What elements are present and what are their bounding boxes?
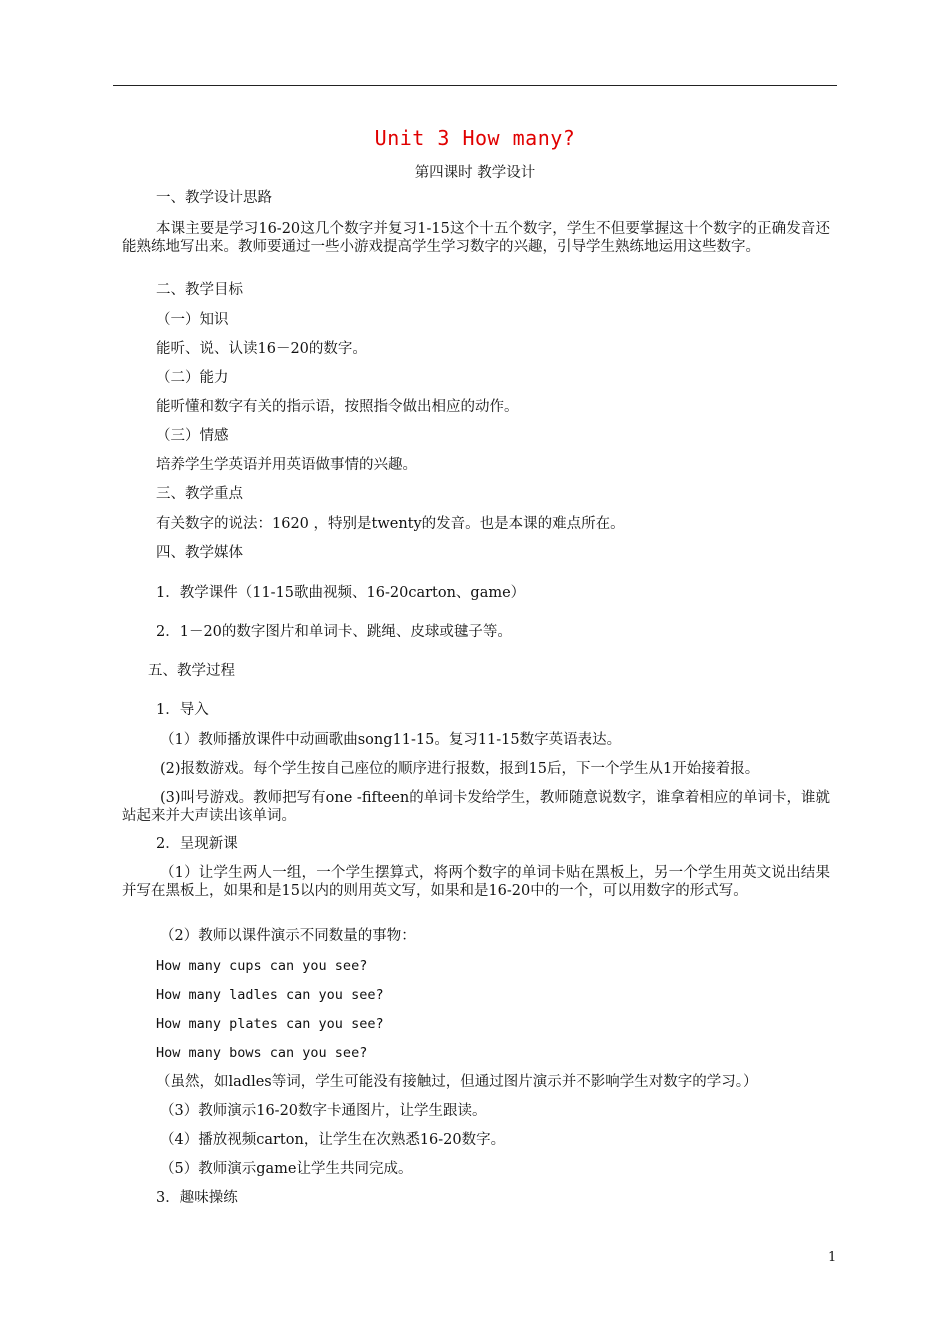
step-2-note: （虽然，如ladles等词，学生可能没有接触过，但通过图片演示并不影响学生对数字的学习。） bbox=[156, 1074, 758, 1090]
step-1-item-b: (2)报数游戏。每个学生按自己座位的顺序进行报数，报到15后，下一个学生从1开始接着报。 bbox=[160, 761, 760, 777]
section-1-heading: 一、教学设计思路 bbox=[156, 190, 272, 206]
question-line-4: How many bows can you see? bbox=[156, 1045, 368, 1061]
step-3-heading: 3．趣味操练 bbox=[156, 1190, 238, 1206]
step-2-item-a: （1）让学生两人一组，一个学生摆算式，将两个数字的单词卡贴在黑板上，另一个学生用英文说出结果并写在黑板上，如果和是15以内的则用英文写，如果和是16-20中的一个，可以用数字的形式写。 bbox=[122, 865, 830, 899]
step-1-item-a: （1）教师播放课件中动画歌曲song11-15。复习11-15数字英语表达。 bbox=[160, 732, 622, 748]
section-4-item-2: 2．1－20的数字图片和单词卡、跳绳、皮球或毽子等。 bbox=[156, 624, 512, 640]
section-2-knowledge-text: 能听、说、认读16－20的数字。 bbox=[156, 341, 367, 357]
section-2-ability-text: 能听懂和数字有关的指示语，按照指令做出相应的动作。 bbox=[156, 399, 519, 415]
section-2-ability-heading: （二）能力 bbox=[156, 370, 229, 386]
section-4-item-1: 1．教学课件（11-15歌曲视频、16-20carton、game） bbox=[156, 585, 526, 601]
step-1-item-c: (3)叫号游戏。教师把写有one -fifteen的单词卡发给学生，教师随意说数字，谁拿着相应的单词卡，谁就站起来并大声读出该单词。 bbox=[122, 790, 830, 824]
section-3-heading: 三、教学重点 bbox=[156, 486, 243, 502]
step-2-item-d: （4）播放视频carton，让学生在次熟悉16-20数字。 bbox=[160, 1132, 506, 1148]
page-title: Unit 3 How many? bbox=[374, 126, 576, 150]
question-line-1: How many cups can you see? bbox=[156, 958, 368, 974]
question-line-3: How many plates can you see? bbox=[156, 1016, 384, 1032]
step-2-heading: 2．呈现新课 bbox=[156, 836, 238, 852]
step-2-item-e: （5）教师演示game让学生共同完成。 bbox=[160, 1161, 413, 1177]
step-2-item-b: （2）教师以课件演示不同数量的事物： bbox=[160, 928, 416, 944]
step-2-item-c: （3）教师演示16-20数字卡通图片，让学生跟读。 bbox=[160, 1103, 487, 1119]
section-2-knowledge-heading: （一）知识 bbox=[156, 312, 229, 328]
section-1-paragraph: 本课主要是学习16-20这几个数字并复习1-15这个十五个数字，学生不但要掌握这十个数字的正确发音还能熟练地写出来。教师要通过一些小游戏提高学生学习数字的兴趣，引导学生熟练地运用这些数字。 bbox=[122, 221, 830, 255]
header-rule bbox=[113, 85, 837, 86]
section-2-emotion-heading: （三）情感 bbox=[156, 428, 229, 444]
page-number: 1 bbox=[828, 1250, 837, 1265]
section-5-heading: 五、教学过程 bbox=[148, 663, 235, 679]
section-2-heading: 二、教学目标 bbox=[156, 282, 243, 298]
question-line-2: How many ladles can you see? bbox=[156, 987, 384, 1003]
section-3-text: 有关数字的说法：1620 ，特别是twenty的发音。也是本课的难点所在。 bbox=[156, 516, 625, 532]
section-4-heading: 四、教学媒体 bbox=[156, 545, 243, 561]
step-1-heading: 1．导入 bbox=[156, 702, 209, 718]
section-2-emotion-text: 培养学生学英语并用英语做事情的兴趣。 bbox=[156, 457, 417, 473]
page-subtitle: 第四课时 教学设计 bbox=[414, 165, 536, 181]
